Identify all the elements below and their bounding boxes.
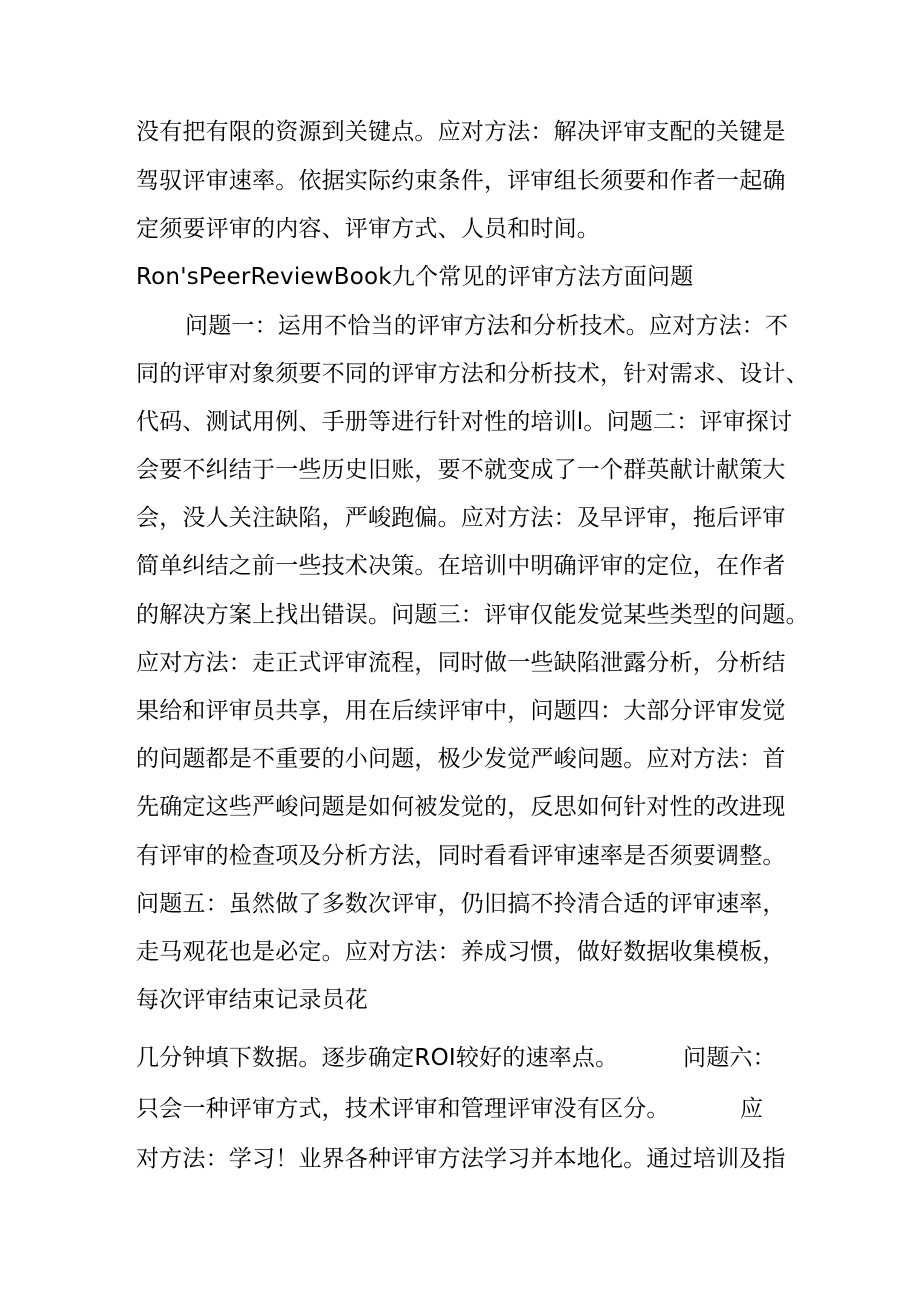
text-line-11: 的解决方案上找出错误。问题三：评审仅能发觉某些类型的问题。 bbox=[136, 602, 809, 628]
text-line-21-continuation: 应 bbox=[740, 1096, 764, 1122]
text-line-6: 同的评审对象须要不同的评审方法和分析技术，针对需求、设计、 bbox=[136, 361, 809, 387]
text-line-17: 问题五：虽然做了多数次评审，仍旧搞不拎清合适的评审速率， bbox=[136, 891, 786, 917]
text-line-5: 问题一：运用不恰当的评审方法和分析技术。应对方法：不 bbox=[185, 313, 789, 339]
text-line-7: 代码、测试用例、手册等进行针对性的培训l。问题二：评审探讨 bbox=[136, 409, 793, 435]
text-line-12: 应对方法：走正式评审流程，同时做一些缺陷泄露分析，分析结 bbox=[136, 650, 786, 676]
text-line-16: 有评审的检查项及分析方法，同时看看评审速率是否须要调整。 bbox=[136, 843, 786, 869]
section-heading: Ron'sPeerReviewBook九个常见的评审方法方面问题 bbox=[136, 264, 694, 290]
text-line-20: 几分钟填下数据。逐步确定ROI较好的速率点。 bbox=[136, 1045, 619, 1071]
text-line-15: 先确定这些严峻问题是如何被发觉的，反思如何针对性的改进现 bbox=[136, 794, 786, 820]
text-line-14: 的问题都是不重要的小问题，极少发觉严峻问题。应对方法：首 bbox=[136, 746, 786, 772]
text-line-21: 只会一种评审方式，技术评审和管理评审没有区分。 bbox=[136, 1096, 670, 1122]
text-line-8: 会要不纠结于一些历史旧账，要不就变成了一个群英献计献策大 bbox=[136, 457, 786, 483]
text-line-19: 每次评审结束记录员花 bbox=[136, 987, 368, 1013]
text-line-3: 定须要评审的内容、评审方式、人员和时间。 bbox=[136, 216, 600, 242]
text-line-13: 果给和评审员共享，用在后续评审中，问题四：大部分评审发觉 bbox=[136, 698, 786, 724]
text-line-1: 没有把有限的资源到关键点。应对方法：解决评审支配的关键是 bbox=[136, 119, 786, 145]
text-line-9: 会，没人关注缺陷，严峻跑偏。应对方法：及早评审，拖后评审 bbox=[136, 505, 786, 531]
text-line-18: 走马观花也是必定。应对方法：养成习惯，做好数据收集模板， bbox=[136, 939, 786, 965]
text-line-20-continuation: 问题六： bbox=[683, 1045, 776, 1071]
text-line-2: 驾驭评审速率。依据实际约束条件，评审组长须要和作者一起确 bbox=[136, 168, 786, 194]
text-line-22: 对方法：学习！业界各种评审方法学习并本地化。通过培训及指 bbox=[136, 1146, 786, 1172]
text-line-10: 简单纠结之前一些技术决策。在培训中明确评审的定位，在作者 bbox=[136, 553, 786, 579]
